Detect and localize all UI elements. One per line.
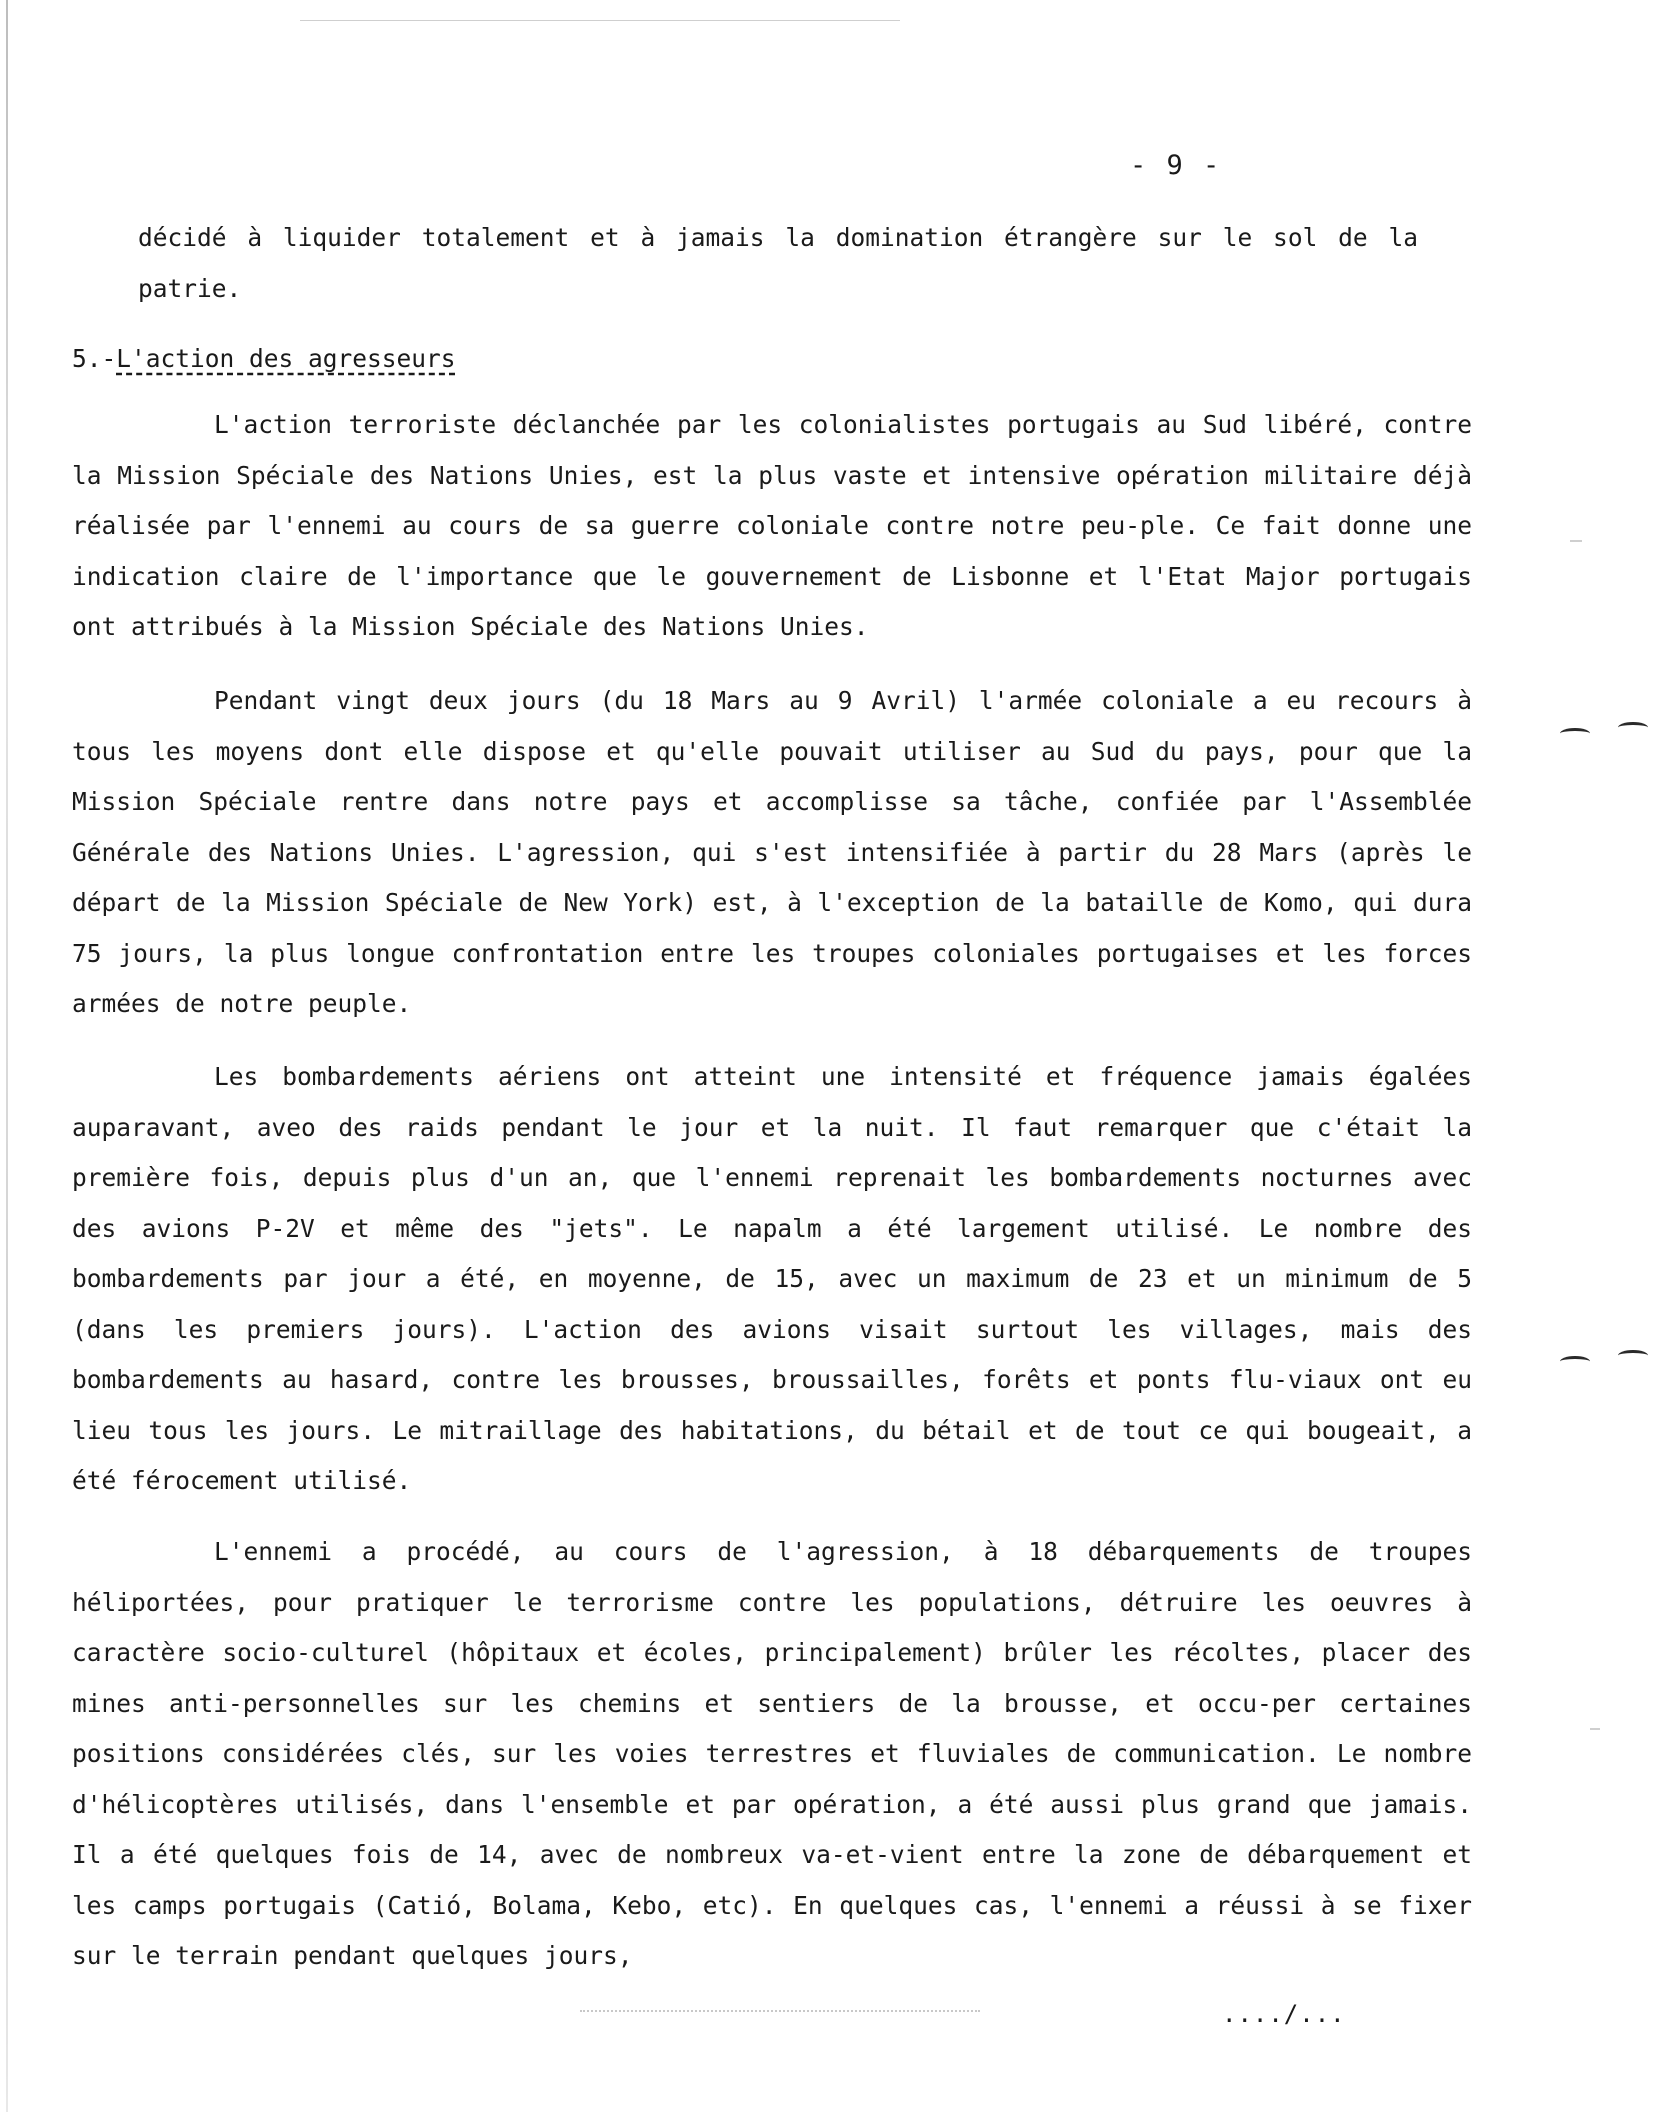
section-title: L'action des agresseurs: [116, 344, 456, 373]
scan-noise-row: [580, 2010, 980, 2014]
margin-mark: [1560, 1356, 1590, 1367]
scan-speck: [1570, 540, 1582, 542]
page-number: - 9 -: [1130, 150, 1222, 181]
paragraph: L'action terroriste déclanchée par les colonialistes portugais au Sud libéré, contre la Mission Spéciale des Nations Unies, est la plus vaste et intensive opération militaire déjà réalisée par l'ennemi au cours de sa guerre coloniale contre notre peu-ple. Ce fait donne une indication claire de l'importance que le gouvernement de Lisbonne et l'Etat Major portugais ont attribués à la Mission Spéciale des Nations Unies.: [72, 410, 1472, 641]
continuation-paragraph: décidé à liquider totalement et à jamais la domination étrangère sur le sol de la patrie.: [138, 223, 1418, 303]
section-heading: [72, 344, 456, 373]
scan-edge: [6, 0, 8, 2112]
paragraph: Les bombardements aériens ont atteint une intensité et fréquence jamais égalées auparavant, aveo des raids pendant le jour et la nuit. Il faut remarquer que c'était la première fois, depuis plus d'un an, que l'ennemi reprenait les bombardements nocturnes avec des avions P-2V et même des "jets". Le napalm a été largement utilisé. Le nombre des bombardements par jour a été, en moyenne, de 15, avec un maximum de 23 et un minimum de 5 (dans les premiers jours). L'action des avions visait surtout les villages, mais des bombardements au hasard, contre les brousses, broussailles, forêts et ponts flu-viaux ont eu lieu tous les jours. Le mitraillage des habitations, du bétail et de tout ce qui bougeait, a été férocement utilisé.: [72, 1062, 1472, 1495]
scan-speck: [300, 20, 900, 21]
section-number: 5.-: [72, 344, 117, 373]
margin-mark: [1618, 1350, 1648, 1361]
paragraph: Pendant vingt deux jours (du 18 Mars au 9 Avril) l'armée coloniale a eu recours à tous les moyens dont elle dispose et qu'elle pouvait utiliser au Sud du pays, pour que la Mission Spéciale rentre dans notre pays et accomplisse sa tâche, confiée par l'Assemblée Générale des Nations Unies. L'agression, qui s'est intensifiée à partir du 28 Mars (après le départ de la Mission Spéciale de New York) est, à l'exception de la bataille de Komo, qui dura 75 jours, la plus longue confrontation entre les troupes coloniales portugaises et les forces armées de notre peuple.: [72, 686, 1472, 1018]
scan-speck: [1590, 1728, 1600, 1730]
margin-mark: [1618, 722, 1648, 733]
paragraph: L'ennemi a procédé, au cours de l'agression, à 18 débarquements de troupes héliportées, pour pratiquer le terrorisme contre les populations, détruire les oeuvres à caractère socio-culturel (hôpitaux et écoles, principalement) brûler les récoltes, placer des mines anti-personnelles sur les chemins et sentiers de la brousse, et occu-per certaines positions considérées clés, sur les voies terrestres et fluviales de communication. Le nombre d'hélicoptères utilisés, dans l'ensemble et par opération, a été aussi plus grand que jamais. Il a été quelques fois de 14, avec de nombreux va-et-vient entre la zone de débarquement et les camps portugais (Catió, Bolama, Kebo, etc). En quelques cas, l'ennemi a réussi à se fixer sur le terrain pendant quelques jours,: [72, 1537, 1472, 1970]
continued-marker: ..../...: [1222, 2000, 1346, 2028]
margin-mark: [1560, 728, 1590, 739]
